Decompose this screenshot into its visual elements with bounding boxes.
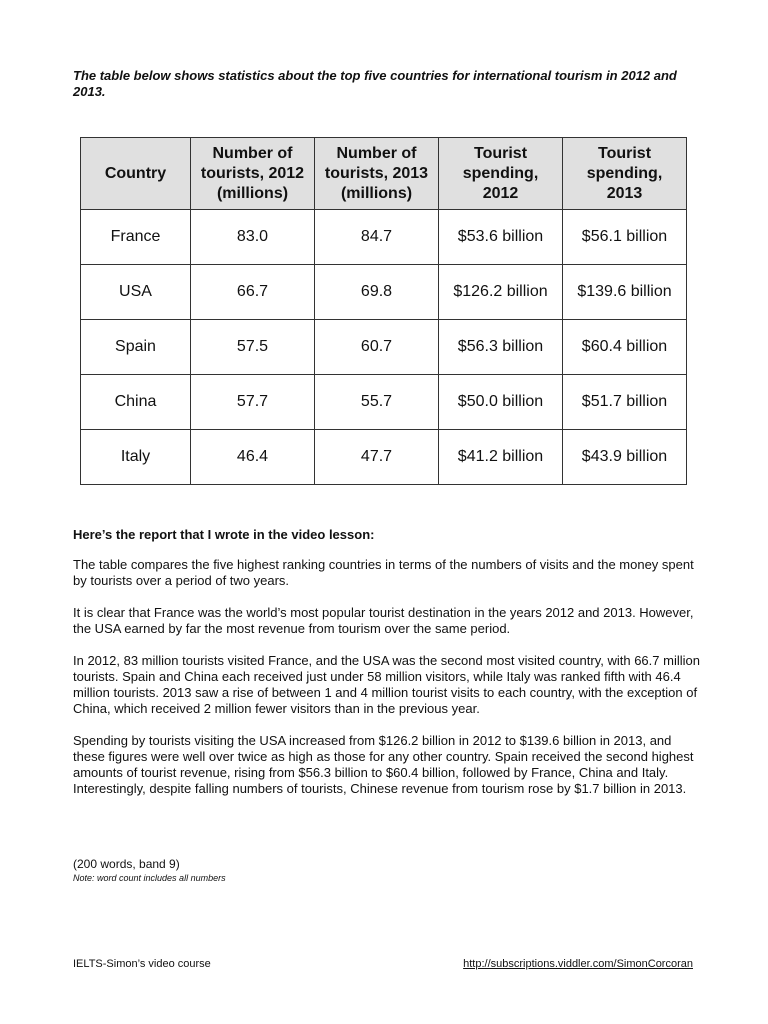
intro-text: The table below shows statistics about the top five countries for international tourism in 2012 and 2013. [73, 68, 677, 99]
report-paragraph: In 2012, 83 million tourists visited France, and the USA was the second most visited country, with 66.7 million tourists. Spain and China each received just under 58 million visitors, while Italy was ranked fifth with 46.4 million tourists. 2013 saw a rise of between 1 and 4 million tourist visits to each country, with the exception of China, which received 2 million fewer visitors than in the previous year. [73, 653, 700, 716]
cell-country: Italy [81, 430, 191, 485]
header-spending-2013: Tourist spending, 2013 [563, 138, 687, 210]
cell-country: Spain [81, 320, 191, 375]
report-body [73, 557, 703, 813]
cell-spending-2012: $126.2 billion [439, 265, 563, 320]
header-country: Country [81, 138, 191, 210]
cell-spending-2013: $51.7 billion [563, 375, 687, 430]
cell-tourists-2012: 46.4 [191, 430, 315, 485]
cell-tourists-2013: 55.7 [315, 375, 439, 430]
cell-spending-2012: $50.0 billion [439, 375, 563, 430]
header-spending-2012: Tourist spending, 2012 [439, 138, 563, 210]
table-row [81, 375, 687, 430]
header-tourists-2012: Number of tourists, 2012 (millions) [191, 138, 315, 210]
cell-spending-2013: $56.1 billion [563, 210, 687, 265]
cell-spending-2013: $60.4 billion [563, 320, 687, 375]
report-paragraph: It is clear that France was the world’s most popular tourist destination in the years 2012 and 2013. However, the USA earned by far the most revenue from tourism over the same period. [73, 605, 694, 636]
footer-subscription-link[interactable]: http://subscriptions.viddler.com/SimonCorcoran [463, 958, 693, 970]
cell-country: France [81, 210, 191, 265]
cell-spending-2012: $53.6 billion [439, 210, 563, 265]
footer-course-name: IELTS-Simon’s video course [73, 958, 211, 970]
table-row [81, 430, 687, 485]
cell-spending-2012: $56.3 billion [439, 320, 563, 375]
cell-country: USA [81, 265, 191, 320]
cell-tourists-2012: 57.5 [191, 320, 315, 375]
cell-tourists-2013: 60.7 [315, 320, 439, 375]
report-heading: Here’s the report that I wrote in the video lesson: [73, 527, 375, 542]
cell-tourists-2012: 83.0 [191, 210, 315, 265]
tourism-table [80, 137, 687, 485]
cell-spending-2013: $139.6 billion [563, 265, 687, 320]
table-header-row [81, 138, 687, 210]
cell-country: China [81, 375, 191, 430]
word-count: (200 words, band 9) [73, 857, 180, 871]
cell-tourists-2013: 47.7 [315, 430, 439, 485]
cell-tourists-2012: 66.7 [191, 265, 315, 320]
table-row [81, 210, 687, 265]
cell-tourists-2013: 69.8 [315, 265, 439, 320]
cell-tourists-2013: 84.7 [315, 210, 439, 265]
cell-spending-2013: $43.9 billion [563, 430, 687, 485]
report-paragraph: Spending by tourists visiting the USA increased from $126.2 billion in 2012 to $139.6 billion in 2013, and these figures were well over twice as high as those for any other country. Spain received the second highest amounts of tourist revenue, rising from $56.3 billion to $60.4 billion, followed by France, China and Italy. Interestingly, despite falling numbers of tourists, Chinese revenue from tourism rose by $1.7 billion in 2013. [73, 733, 694, 796]
table-row [81, 320, 687, 375]
header-tourists-2013: Number of tourists, 2013 (millions) [315, 138, 439, 210]
cell-tourists-2012: 57.7 [191, 375, 315, 430]
word-count-note: Note: word count includes all numbers [73, 873, 226, 883]
report-paragraph: The table compares the five highest ranking countries in terms of the numbers of visits and the money spent by tourists over a period of two years. [73, 557, 694, 588]
cell-spending-2012: $41.2 billion [439, 430, 563, 485]
table-row [81, 265, 687, 320]
